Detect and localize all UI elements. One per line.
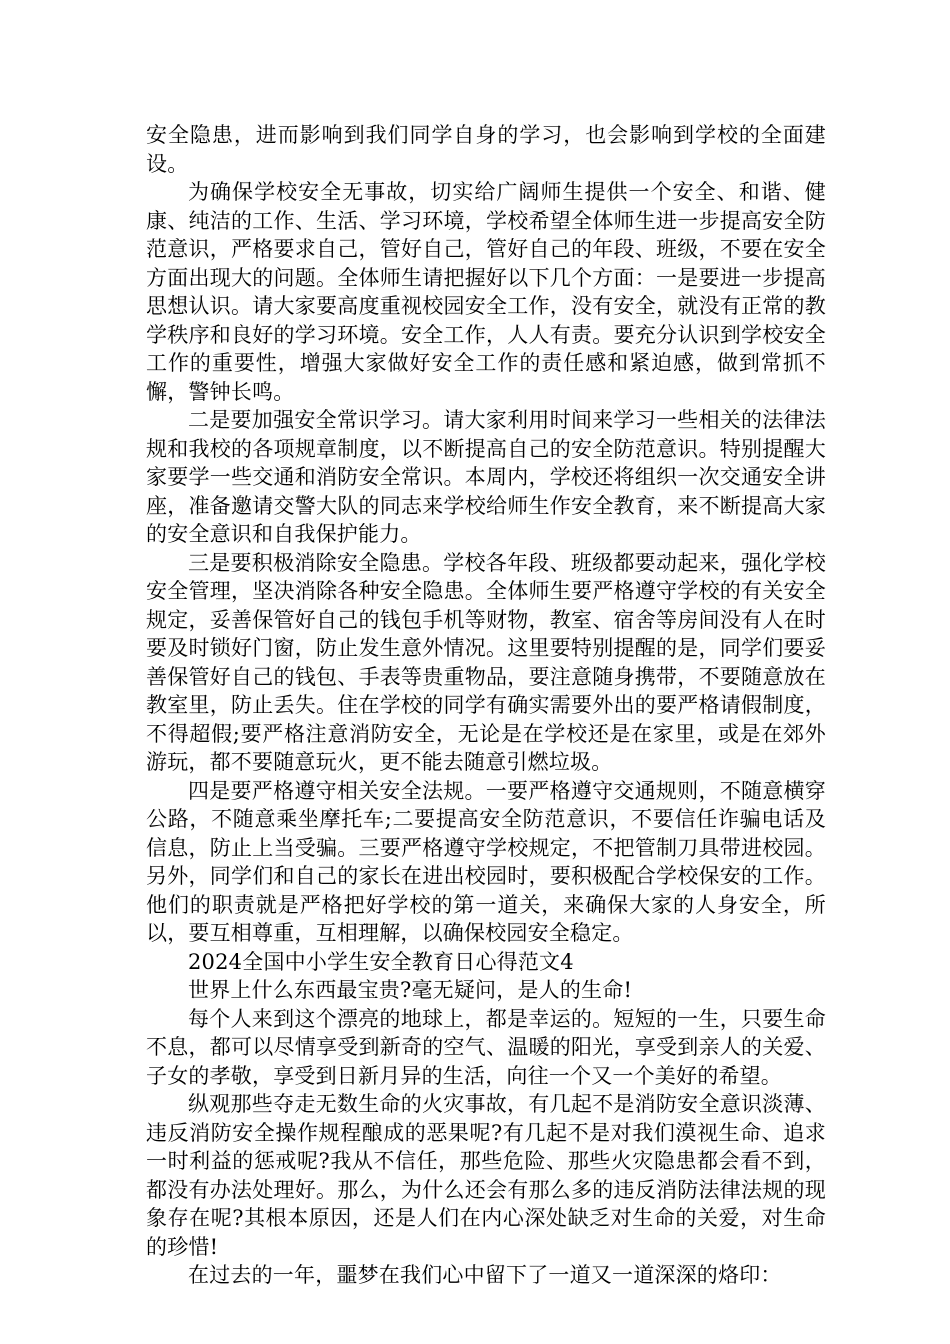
paragraph-continuation: 安全隐患，进而影响到我们同学自身的学习，也会影响到学校的全面建设。	[146, 123, 826, 176]
paragraph-past-year: 在过去的一年，噩梦在我们心中留下了一道又一道深深的烙印：	[188, 1263, 782, 1287]
paragraph-question: 世界上什么东西最宝贵?毫无疑问，是人的生命!	[188, 978, 633, 1002]
paragraph-life: 每个人来到这个漂亮的地球上，都是幸运的。短短的一生，只要生命不息，都可以尽情享受到新奇的空气、温暖的阳光，享受到亲人的关爱、子女的孝敬，享受到日新月异的生活，向往一个又一个美好的希望。	[146, 1006, 826, 1088]
document-body	[146, 121, 826, 1290]
paragraph-fire-accidents: 纵观那些夺走无数生命的火灾事故，有几起不是消防安全意识淡薄、违反消防安全操作规程酿成的恶果呢?有几起不是对我们漠视生命、追求一时利益的惩戒呢?我从不信任，那些危险、那些火灾隐患都会看不到，都没有办法处理好。那么，为什么还会有那么多的违反消防法律法规的现象存在呢?其根本原因，还是人们在内心深处缺乏对生命的关爱，对生命的珍惜!	[146, 1092, 826, 1259]
paragraph-point-two: 二是要加强安全常识学习。请大家利用时间来学习一些相关的法律法规和我校的各项规章制度，以不断提高自己的安全防范意识。特别提醒大家要学一些交通和消防安全常识。本周内，学校还将组织一次交通安全讲座，准备邀请交警大队的同志来学校给师生作安全教育，来不断提高大家的安全意识和自我保护能力。	[146, 408, 826, 546]
paragraph-point-four: 四是要严格遵守相关安全法规。一要严格遵守交通规则，不随意横穿公路，不随意乘坐摩托车;二要提高安全防范意识，不要信任诈骗电话及信息，防止上当受骗。三要严格遵守学校规定，不把管制刀具带进校园。另外，同学们和自己的家长在进出校园时，要积极配合学校保安的工作。他们的职责就是严格把好学校的第一道关，来确保大家的人身安全，所以，要互相尊重，互相理解，以确保校园安全稳定。	[146, 778, 826, 945]
paragraph-point-three: 三是要积极消除安全隐患。学校各年段、班级都要动起来，强化学校安全管理，坚决消除各种安全隐患。全体师生要严格遵守学校的有关安全规定，妥善保管好自己的钱包手机等财物，教室、宿舍等房间没有人在时要及时锁好门窗，防止发生意外情况。这里要特别提醒的是，同学们要妥善保管好自己的钱包、手表等贵重物品，要注意随身携带，不要随意放在教室里，防止丢失。住在学校的同学有确实需要外出的要严格请假制度，不得超假;要严格注意消防安全，无论是在学校还是在家里，或是在郊外游玩，都不要随意玩火，更不能去随意引燃垃圾。	[146, 550, 826, 774]
paragraph-safety-goals: 为确保学校安全无事故，切实给广阔师生提供一个安全、和谐、健康、纯洁的工作、生活、学习环境，学校希望全体师生进一步提高安全防范意识，严格要求自己，管好自己，管好自己的年段、班级，不要在安全方面出现大的问题。全体师生请把握好以下几个方面：一是要进一步提高思想认识。请大家要高度重视校园安全工作，没有安全，就没有正常的教学秩序和良好的学习环境。安全工作，人人有责。要充分认识到学校安全工作的重要性，增强大家做好安全工作的责任感和紧迫感，做到常抓不懈，警钟长鸣。	[146, 180, 826, 404]
section-heading: 2024全国中小学生安全教育日心得范文4	[188, 949, 574, 974]
